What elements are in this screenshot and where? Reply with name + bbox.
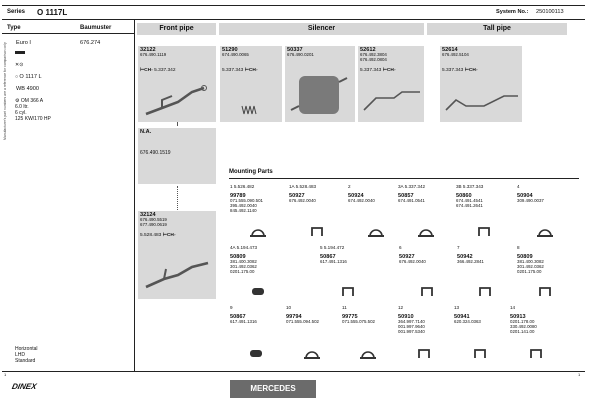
mount-part-number: 50942 [457, 254, 473, 260]
mounting-parts-title: Mounting Parts [229, 169, 273, 175]
bracket-icon [476, 284, 494, 298]
mount-part-number: 50809 [230, 254, 246, 260]
flex-pipe-drawing [240, 104, 260, 116]
mount-part-label: 4A 5.194.473 [230, 245, 258, 250]
mount-part-refs: 071.555.090.501 395.492.0040 845.492.1140 [230, 198, 263, 213]
clamp-icon [249, 224, 267, 238]
mount-part-label: 9 [230, 305, 233, 310]
front-pipe-header: Front pipe [137, 23, 216, 35]
system-label: System No.: [496, 9, 529, 15]
system-value: 250100113 [536, 9, 564, 15]
part-card-silencer[interactable]: 50337 676.490.0201 [285, 46, 355, 122]
baumuster-label: Baumuster [80, 25, 112, 31]
mount-part-label: 13 [454, 305, 460, 310]
part-card-flex[interactable]: 51290 674.490.0065 5.337.343 ⊢CH▫ [220, 46, 282, 122]
mount-part-card[interactable] [319, 245, 396, 301]
tail-pipe-1-drawing [362, 88, 422, 114]
gasket-icon [249, 284, 267, 298]
orientation-info: Horizontal LHD Standard [15, 346, 38, 364]
bracket-icon [418, 284, 436, 298]
tail-pipe-header: Tall pipe [427, 23, 567, 35]
mount-part-label: 1A 5.528.483 [289, 184, 317, 189]
engine-code-icon: ✕⊙ [15, 62, 24, 68]
silencer-drawing [289, 72, 351, 118]
part-card-tail-pipe-1[interactable]: 52612 676.492.3804 676.492.0804 5.337.343 ⊢CH▫ [358, 46, 424, 122]
mount-part-refs: 071.555.094.502 [286, 319, 319, 324]
bracket-icon [536, 284, 554, 298]
series-label: Series [7, 9, 26, 15]
mount-part-number: 99794 [286, 314, 302, 320]
clamp-icon [359, 346, 377, 360]
clamp-icon [367, 224, 385, 238]
part-card-front-pipe[interactable]: 32122 676.490.1119 ⊢CH▫ 5.337.342 [138, 46, 216, 122]
mount-part-label: 12 [398, 305, 404, 310]
mount-part-label: 5 5.194.472 [320, 245, 345, 250]
left-header-line [2, 33, 134, 34]
mount-part-number: 50927 [289, 193, 305, 199]
mount-part-number: 99789 [230, 193, 246, 199]
mount-part-label: 7 [457, 245, 460, 250]
mount-part-label: 3A 5.337.342 [398, 184, 426, 189]
bracket-icon [475, 224, 493, 238]
mount-part-refs: 617.491.1316 [320, 259, 347, 264]
mount-part-label: 11 [342, 305, 347, 310]
mount-part-card[interactable] [229, 245, 317, 301]
mounting-parts-underline [229, 178, 579, 179]
euro-class: Euro I [16, 40, 31, 46]
mount-part-refs: 676.492.0040 [399, 259, 426, 264]
mount-part-refs: 674.491.4541 674.491.2641 [456, 198, 483, 208]
mount-part-number: 50910 [398, 314, 414, 320]
mount-part-refs: 071.555.075.502 [342, 319, 375, 324]
mount-part-number: 50867 [320, 254, 336, 260]
brand-bar: MERCEDES [230, 380, 316, 398]
wheelbase: WB 4900 [16, 86, 40, 92]
left-column-divider [134, 19, 135, 371]
mount-part-label: 14 [510, 305, 516, 310]
mount-part-label: 2 [348, 184, 351, 189]
page-left: 1 [4, 372, 7, 377]
mount-part-number: 50857 [398, 193, 414, 199]
mount-part-number: 50860 [456, 193, 472, 199]
bracket-icon [527, 346, 545, 360]
mount-part-refs: 620.324.0363 [454, 319, 481, 324]
mount-part-label: 4 [517, 184, 520, 189]
mount-part-refs: 0201.178.00 330.492.0080 0201.141.00 [510, 319, 537, 334]
mount-part-number: 50904 [517, 193, 533, 199]
engine-info: ⚙ OM 366 A 6.0 ltr. 6 cyl. 125 KW/170 HP [15, 98, 51, 122]
mount-part-number: 50913 [510, 314, 526, 320]
mount-part-number: 50924 [348, 193, 364, 199]
page-right: 1 [578, 372, 581, 377]
gasket-icon [247, 346, 265, 360]
silencer-header: Silencer [219, 23, 424, 35]
bus-icon [15, 51, 25, 54]
mount-part-number: 50809 [517, 254, 533, 260]
bracket-icon [308, 224, 326, 238]
mount-part-refs: 309.490.0037 [517, 198, 544, 203]
connector-dotted-line [177, 186, 178, 210]
mount-part-refs: 366.492.2841 [457, 259, 484, 264]
mount-part-label: 6 [399, 245, 402, 250]
clamp-icon [536, 224, 554, 238]
mount-part-refs: 676.492.0040 [289, 198, 316, 203]
part-card-front-pipe-2[interactable]: 32124 676.490.5519 677.490.0619 5.528.483 ⊢CH▫ [138, 211, 216, 299]
mount-part-label: 8 [517, 245, 520, 250]
mount-part-refs: 617.491.1316 [230, 319, 257, 324]
front-pipe-2-drawing [142, 257, 214, 293]
mount-part-label: 3B 5.337.343 [456, 184, 484, 189]
clamp-icon [303, 346, 321, 360]
front-pipe-drawing [142, 84, 214, 118]
mount-part-refs: 381.400.3082 301.492.0362 0201.175.00 [230, 259, 257, 274]
mount-part-refs: 381.400.3082 301.492.0362 0201.175.00 [517, 259, 544, 274]
series-value: O 1117L [37, 8, 68, 17]
part-card-tail-pipe-2[interactable]: 52614 676.492.5104 5.337.343 ⊢CH▫ [440, 46, 522, 122]
vertical-note-container [3, 30, 9, 140]
part-card-na[interactable]: N.A. 676.490.1519 [138, 128, 216, 184]
footer-line [2, 371, 585, 372]
mount-part-refs: 364.997.7140 001.997.9640 001.997.5340 [398, 319, 425, 334]
mount-part-number: 50941 [454, 314, 470, 320]
model-name: ○ O 1117 L [15, 74, 42, 80]
dinex-logo: DINEX [11, 382, 38, 391]
top-border [2, 5, 585, 6]
mount-part-number: 50867 [230, 314, 246, 320]
mount-part-label: 1 5.526.482 [230, 184, 255, 189]
bracket-icon [339, 284, 357, 298]
vertical-note: Manufacturer's part numbers are a reference for comparison only [3, 42, 7, 140]
bracket-icon [415, 346, 433, 360]
engine-icon: ⚙ [15, 98, 21, 104]
tail-pipe-2-drawing [444, 90, 520, 118]
mount-part-number: 50927 [399, 254, 415, 260]
connector-dots [177, 122, 178, 126]
type-label: Type [7, 25, 21, 31]
header-divider [2, 19, 585, 20]
mount-part-refs: 674.492.0040 [348, 198, 375, 203]
bracket-icon [471, 346, 489, 360]
mount-part-number: 99775 [342, 314, 358, 320]
clamp-icon [417, 224, 435, 238]
mount-part-label: 10 [286, 305, 292, 310]
mount-part-refs: 674.491.0541 [398, 198, 425, 203]
baumuster-value: 676.274 [80, 40, 101, 46]
